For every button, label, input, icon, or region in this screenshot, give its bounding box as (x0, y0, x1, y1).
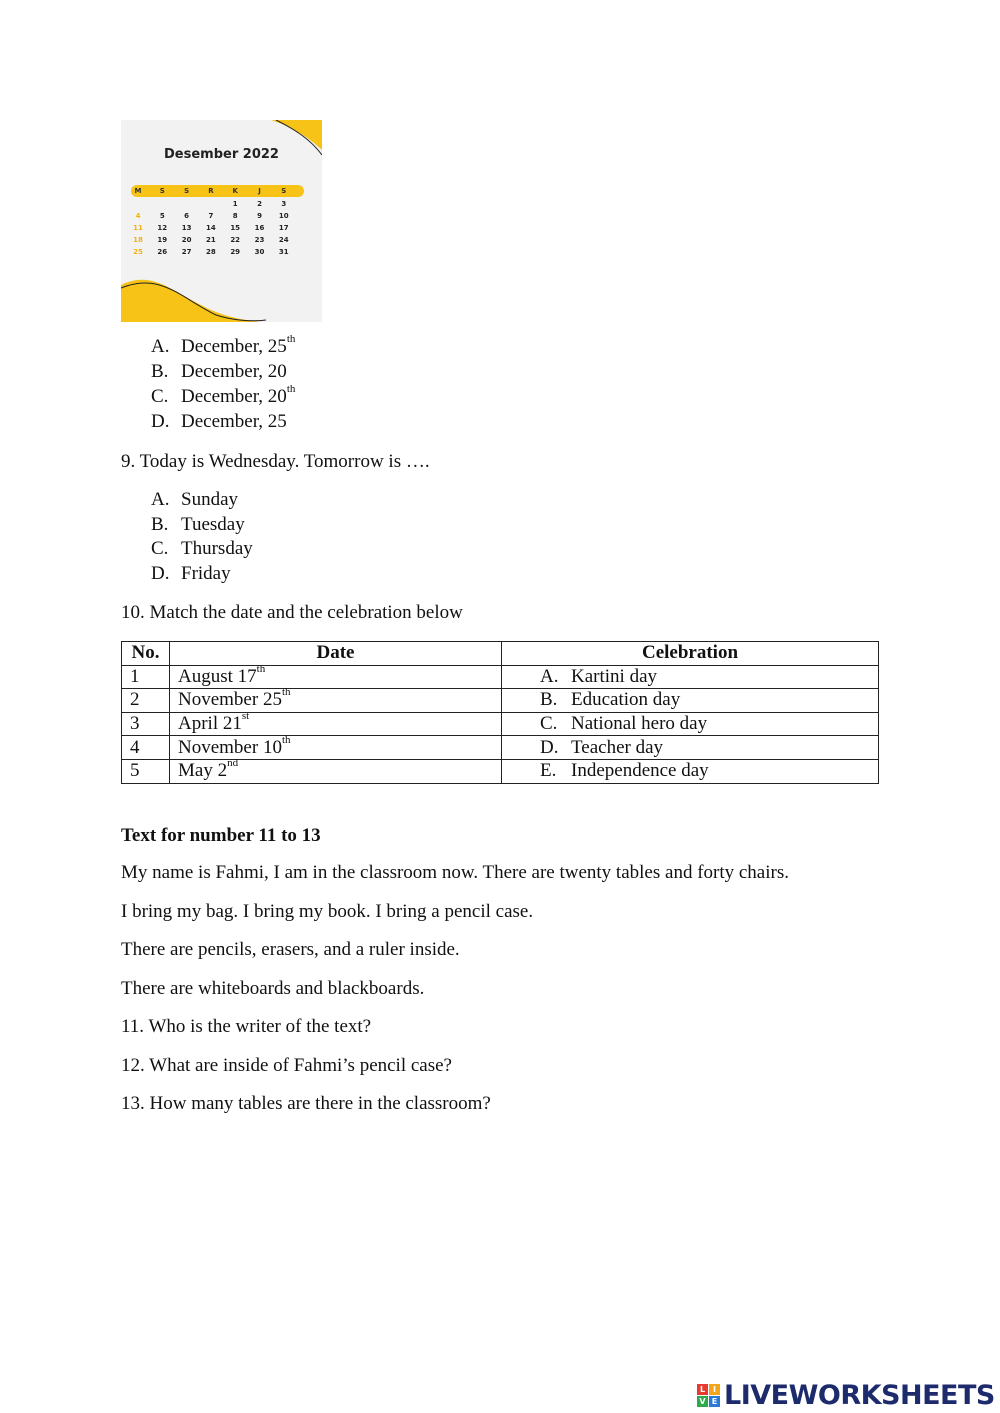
logo-letter: L (697, 1384, 708, 1395)
calendar-day-header: S (184, 187, 190, 195)
row-date: November 25th (170, 689, 502, 713)
calendar-day: 14 (206, 224, 216, 232)
calendar-day: 30 (254, 248, 265, 256)
header-celebration: Celebration (502, 642, 879, 666)
calendar-day: 22 (230, 236, 241, 244)
calendar-day: 10 (278, 212, 289, 220)
row-no: 5 (122, 759, 170, 783)
calendar-image (121, 120, 322, 322)
calendar-day: 31 (278, 248, 289, 256)
calendar-title: Desember 2022 (164, 147, 279, 162)
table-row (122, 759, 879, 783)
table-row (122, 689, 879, 713)
row-date: May 2nd (170, 759, 502, 783)
calendar-day: 7 (208, 212, 214, 220)
logo-letter: V (697, 1396, 708, 1407)
calendar-day: 16 (254, 224, 265, 232)
calendar-day-header: S (281, 187, 287, 195)
row-no: 2 (122, 689, 170, 713)
header-no: No. (122, 642, 170, 666)
calendar-day: 21 (206, 236, 216, 244)
q9-option-a: A. Sunday (151, 489, 238, 510)
calendar-day: 6 (184, 212, 190, 220)
table-header-row (122, 642, 879, 666)
row-celebration: C. National hero day (502, 712, 879, 736)
reading-paragraph-3: There are pencils, erasers, and a ruler inside. (121, 939, 460, 960)
calendar-day-header: J (258, 187, 261, 195)
calendar-day: 29 (230, 248, 241, 256)
q9-question: 9. Today is Wednesday. Tomorrow is …. (121, 451, 430, 472)
calendar-day: 18 (133, 236, 143, 244)
calendar-day: 26 (157, 248, 168, 256)
row-no: 4 (122, 736, 170, 760)
row-celebration: D. Teacher day (502, 736, 879, 760)
calendar-day-header: R (208, 187, 214, 195)
header-date: Date (170, 642, 502, 666)
calendar-day: 5 (159, 212, 165, 220)
reading-heading: Text for number 11 to 13 (121, 825, 321, 846)
row-no: 1 (122, 665, 170, 689)
calendar-day: 3 (281, 200, 287, 208)
q8-option-a: A. December, 25th (151, 333, 296, 357)
reading-paragraph-2: I bring my bag. I bring my book. I bring a pencil case. (121, 901, 534, 922)
question-11: 11. Who is the writer of the text? (121, 1016, 372, 1037)
table-row (122, 665, 879, 689)
q8-option-b: B. December, 20 (151, 361, 287, 382)
row-celebration: A. Kartini day (502, 665, 879, 689)
calendar-day: 1 (232, 200, 238, 208)
calendar-day: 8 (232, 212, 238, 220)
calendar-day: 19 (157, 236, 168, 244)
calendar-day: 28 (206, 248, 216, 256)
liveworksheets-watermark (697, 1377, 995, 1413)
table-row (122, 736, 879, 760)
calendar-day: 4 (135, 212, 141, 220)
calendar-day: 13 (181, 224, 192, 232)
row-no: 3 (122, 712, 170, 736)
q10-question: 10. Match the date and the celebration below (121, 602, 463, 623)
calendar-day: 17 (278, 224, 289, 232)
question-13: 13. How many tables are there in the classroom? (121, 1093, 491, 1114)
q8-option-d: D. December, 25 (151, 411, 287, 432)
calendar-day: 2 (257, 200, 262, 208)
row-date: November 10th (170, 736, 502, 760)
liveworksheets-logo-icon (697, 1384, 720, 1407)
logo-letter: I (709, 1384, 720, 1395)
reading-paragraph-4: There are whiteboards and blackboards. (121, 978, 425, 999)
watermark-text: LIVEWORKSHEETS (724, 1379, 995, 1411)
calendar-day: 11 (133, 224, 143, 232)
matching-table (121, 641, 879, 784)
row-celebration: B. Education day (502, 689, 879, 713)
q9-option-c: C. Thursday (151, 538, 253, 559)
row-date: April 21st (170, 712, 502, 736)
calendar-day: 20 (181, 236, 192, 244)
q9-option-b: B. Tuesday (151, 514, 245, 535)
calendar-day-header: S (159, 187, 165, 195)
calendar-day-header: M (134, 187, 142, 195)
calendar-day: 15 (230, 224, 241, 232)
table-row (122, 712, 879, 736)
logo-letter: E (709, 1396, 720, 1407)
reading-paragraph-1: My name is Fahmi, I am in the classroom now. There are twenty tables and forty chairs. (121, 862, 789, 883)
row-celebration: E. Independence day (502, 759, 879, 783)
calendar-day: 24 (278, 236, 289, 244)
calendar-day: 23 (254, 236, 265, 244)
question-12: 12. What are inside of Fahmi’s pencil case? (121, 1055, 452, 1076)
calendar-day: 25 (133, 248, 143, 256)
q8-option-c: C. December, 20th (151, 383, 296, 407)
calendar-day: 12 (157, 224, 168, 232)
calendar-day: 27 (181, 248, 192, 256)
calendar-day-header: K (232, 187, 238, 195)
q9-option-d: D. Friday (151, 563, 231, 584)
calendar-day: 9 (257, 212, 262, 220)
row-date: August 17th (170, 665, 502, 689)
